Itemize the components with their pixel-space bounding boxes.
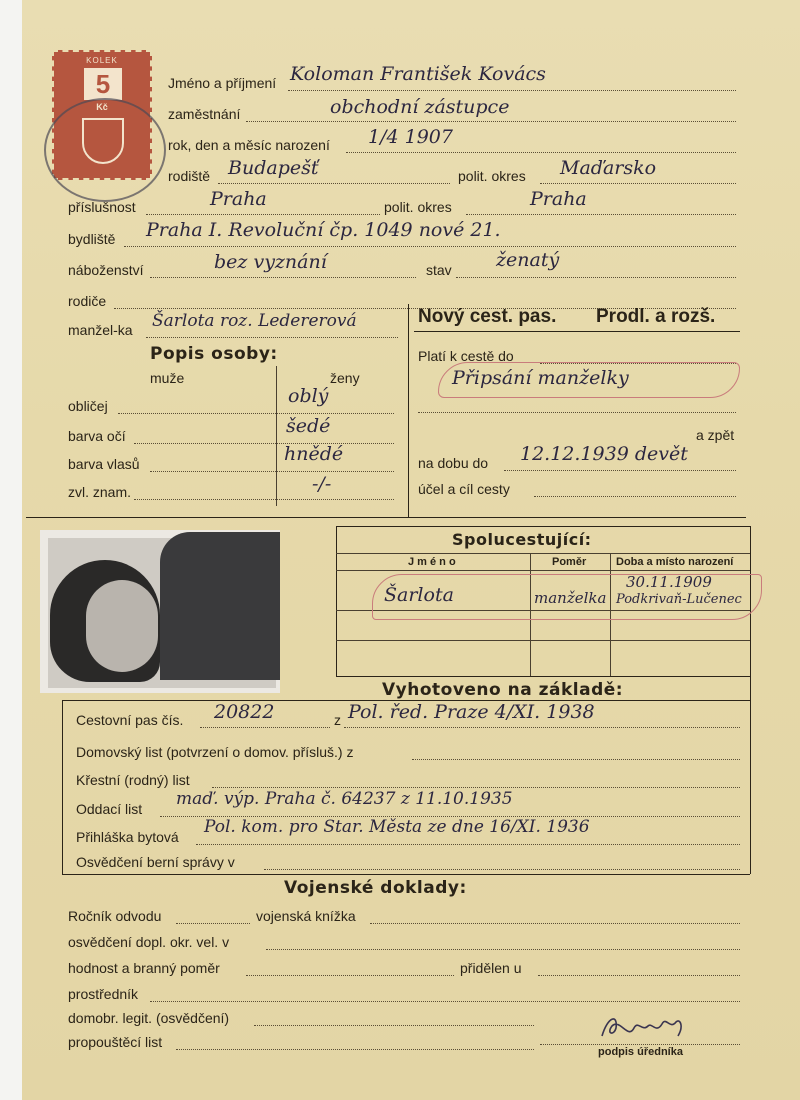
registration-label: Přihláška bytová xyxy=(76,829,179,845)
birthdate-line xyxy=(346,152,736,153)
companions-header-rule xyxy=(336,570,750,571)
signature-label: podpis úředníka xyxy=(598,1046,683,1058)
official-signature-icon xyxy=(598,1010,688,1044)
tax-cert-line xyxy=(264,869,740,870)
occupation-value: obchodní zástupce xyxy=(330,96,510,118)
religion-line xyxy=(150,277,416,278)
section-rule-1 xyxy=(26,517,746,518)
extension-label: Prodl. a rozš. xyxy=(596,306,716,327)
assigned-label: přidělen u xyxy=(460,960,522,976)
hair-line xyxy=(150,471,394,472)
passport-header-rule xyxy=(414,331,740,332)
face-label: obličej xyxy=(68,398,108,414)
residence-right-value: Praha xyxy=(210,188,267,210)
companions-left-border xyxy=(336,526,337,676)
legit-line xyxy=(254,1025,534,1026)
companion-relation: manželka xyxy=(534,589,607,607)
birthdate-label: rok, den a měsíc narození xyxy=(168,137,330,153)
companions-title: Spolucestující: xyxy=(452,530,592,549)
registration-line xyxy=(196,844,740,845)
period-value: 12.12.1939 devět xyxy=(520,443,688,465)
passport-no-label: Cestovní pas čís. xyxy=(76,712,184,728)
companions-top-border xyxy=(336,526,750,527)
rank-line xyxy=(246,975,454,976)
military-title: Vojenské doklady: xyxy=(284,878,467,898)
col-women-label: ženy xyxy=(330,370,360,386)
hair-label: barva vlasů xyxy=(68,456,140,472)
period-line xyxy=(504,470,736,471)
marriage-cert-label: Oddací list xyxy=(76,801,143,817)
birthdate-value: 1/4 1907 xyxy=(368,126,453,148)
military-cert-line xyxy=(266,949,740,950)
polit-okres-label-1: polit. okres xyxy=(458,168,526,184)
middle-line xyxy=(150,1001,740,1002)
purpose-line xyxy=(534,496,736,497)
eyes-line xyxy=(134,443,394,444)
status-value: ženatý xyxy=(496,249,560,271)
companion-birth-date: 30.11.1909 xyxy=(626,573,712,591)
basis-title: Vyhotoveno na základě: xyxy=(382,680,624,700)
year-line xyxy=(176,923,250,924)
residence-right-line xyxy=(146,214,380,215)
col-name-header: J m é n o xyxy=(408,556,456,568)
hair-value: hnědé xyxy=(284,443,344,465)
companion-birth-place: Podkrivaň-Lučenec xyxy=(616,592,742,607)
domicile-cert-label: Domovský list (potvrzení o domov. přísluš.) z xyxy=(76,744,354,760)
basis-left-border xyxy=(62,700,63,874)
birth-cert-line xyxy=(212,787,740,788)
companions-row-rule-2 xyxy=(336,640,750,641)
description-title: Popis osoby: xyxy=(150,344,278,364)
passport-no-line xyxy=(200,727,330,728)
valid-for-label: Platí k cestě do xyxy=(418,348,514,364)
polit-okres-line-1 xyxy=(540,183,736,184)
tax-cert-label: Osvědčení berní správy v xyxy=(76,854,235,870)
birthplace-label: rodiště xyxy=(168,168,211,184)
occupation-line xyxy=(246,121,736,122)
postmark-icon xyxy=(44,98,166,202)
polit-okres-line-2 xyxy=(466,214,736,215)
residence-right-label: příslušnost xyxy=(68,199,136,215)
name-line xyxy=(288,90,736,91)
stamp-value: 5 xyxy=(84,68,122,100)
passport-from-value: Pol. řed. Praze 4/XI. 1938 xyxy=(348,701,595,723)
domicile-cert-line xyxy=(412,759,740,760)
religion-label: náboženství xyxy=(68,262,144,278)
spouse-line xyxy=(146,337,398,338)
new-passport-label: Nový cest. pas. xyxy=(418,306,557,327)
status-line xyxy=(456,277,736,278)
description-column-divider xyxy=(276,366,277,506)
name-value: Koloman František Kovács xyxy=(290,63,546,85)
period-label: na dobu do xyxy=(418,455,489,471)
polit-okres-value-1: Maďarsko xyxy=(560,157,657,179)
purpose-label: účel a cíl cesty xyxy=(418,481,510,497)
polit-okres-label-2: polit. okres xyxy=(384,199,452,215)
col-men-label: muže xyxy=(150,370,185,386)
domicile-line xyxy=(124,246,736,247)
polit-okres-value-2: Praha xyxy=(530,188,587,210)
companions-bottom-border xyxy=(336,676,750,677)
name-label: Jméno a příjmení xyxy=(168,75,277,91)
status-label: stav xyxy=(426,262,452,278)
legit-label: domobr. legit. (osvědčení) xyxy=(68,1010,230,1026)
paper-edge xyxy=(0,0,22,1100)
col-relation-header: Poměr xyxy=(552,556,587,568)
booklet-line xyxy=(370,923,740,924)
release-label: propouštěcí list xyxy=(68,1034,163,1050)
marks-value: -/- xyxy=(312,473,332,495)
marks-line xyxy=(134,499,394,500)
spouse-value: Šarlota roz. Ledererová xyxy=(152,311,357,331)
marks-label: zvl. znam. xyxy=(68,484,132,500)
vertical-divider-right xyxy=(408,304,409,518)
occupation-label: zaměstnání xyxy=(168,106,241,122)
passport-no-value: 20822 xyxy=(214,701,275,723)
companion-name: Šarlota xyxy=(384,584,454,606)
face-line xyxy=(118,413,394,414)
passport-from-line xyxy=(344,727,740,728)
valid-for-line-2 xyxy=(418,412,736,413)
domicile-label: bydliště xyxy=(68,231,116,247)
parents-label: rodiče xyxy=(68,293,107,309)
eyes-value: šedé xyxy=(286,415,331,437)
passport-from-label: z xyxy=(334,712,341,728)
valid-for-value: Připsání manželky xyxy=(452,367,629,389)
birthplace-line xyxy=(218,183,450,184)
booklet-label: vojenská knížka xyxy=(256,908,356,924)
signature-line xyxy=(540,1044,740,1045)
birth-cert-label: Křestní (rodný) list xyxy=(76,772,190,788)
domicile-value: Praha I. Revoluční čp. 1049 nové 21. xyxy=(146,219,501,241)
year-label: Ročník odvodu xyxy=(68,908,162,924)
religion-value: bez vyznání xyxy=(214,251,327,273)
stamp-kolek-text: KOLEK xyxy=(86,56,118,65)
birthplace-value: Budapešť xyxy=(228,157,319,179)
companions-title-rule xyxy=(336,553,750,554)
spouse-label: manžel-ka xyxy=(68,322,133,338)
marriage-cert-value: maď. výp. Praha č. 64237 z 11.10.1935 xyxy=(176,789,513,809)
portrait-photo xyxy=(40,530,280,693)
col-birth-header: Doba a místo narození xyxy=(616,556,734,568)
stamp-currency: Kč xyxy=(96,102,108,112)
eyes-label: barva očí xyxy=(68,428,126,444)
military-cert-label: osvědčení dopl. okr. vel. v xyxy=(68,934,230,950)
return-label: a zpět xyxy=(696,427,735,443)
rank-label: hodnost a branný poměr xyxy=(68,960,220,976)
assigned-line xyxy=(538,975,740,976)
middle-label: prostředník xyxy=(68,986,139,1002)
release-line xyxy=(176,1049,534,1050)
basis-bottom-border xyxy=(62,874,750,875)
registration-value: Pol. kom. pro Star. Města ze dne 16/XI. 1936 xyxy=(204,817,590,837)
face-value: oblý xyxy=(288,385,329,407)
